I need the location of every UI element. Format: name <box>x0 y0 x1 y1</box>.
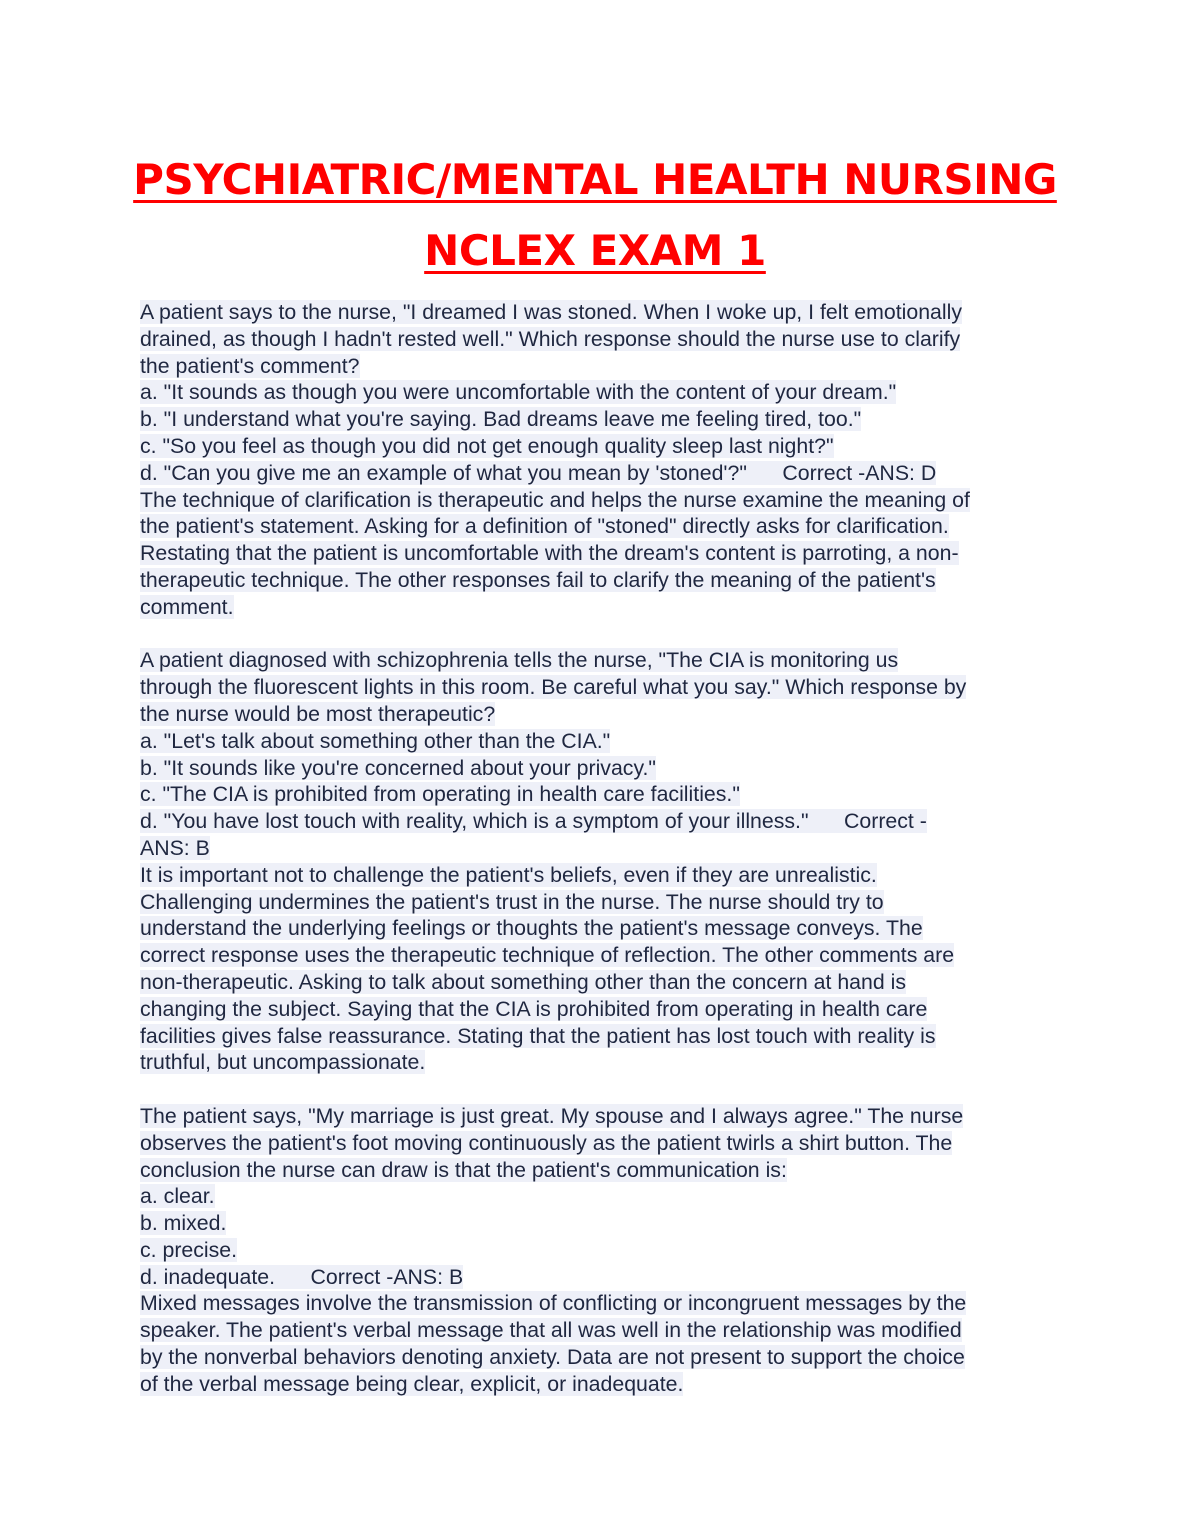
answer-option: b. mixed. <box>140 1211 227 1236</box>
rationale-line: of the verbal message being clear, explicit, or inadequate. <box>140 1371 684 1396</box>
rationale-line: non-therapeutic. Asking to talk about something other than the concern at hand is <box>140 969 907 994</box>
rationale-line: correct response uses the therapeutic technique of reflection. The other comments are <box>140 943 955 968</box>
rationale-line: The technique of clarification is therapeutic and helps the nurse examine the meaning of <box>140 487 970 512</box>
rationale-line: It is important not to challenge the patient's beliefs, even if they are unrealistic. <box>140 862 877 887</box>
answer-option: b. "I understand what you're saying. Bad dreams leave me feeling tired, too." <box>140 407 862 432</box>
rationale-line: speaker. The patient's verbal message that all was well in the relationship was modified <box>140 1318 962 1343</box>
rationale-line: comment. <box>140 594 234 619</box>
text-line: A patient says to the nurse, "I dreamed I was stoned. When I woke up, I felt emotionally <box>140 300 963 324</box>
answer-option: a. clear. <box>140 1184 215 1209</box>
document-body <box>140 299 1060 1398</box>
answer-option: c. "So you feel as though you did not get enough quality sleep last night?" <box>140 433 834 458</box>
rationale-line: therapeutic technique. The other responses fail to clarify the meaning of the patient's <box>140 567 936 592</box>
rationale-line: Mixed messages involve the transmission of conflicting or incongruent messages by the <box>140 1291 967 1316</box>
text-line: The patient says, "My marriage is just great. My spouse and I always agree." The nurse <box>140 1103 964 1128</box>
question-block-2 <box>140 647 1060 1076</box>
text-line: the nurse would be most therapeutic? <box>140 701 496 726</box>
text-line: conclusion the nurse can draw is that the patient's communication is: <box>140 1157 787 1182</box>
paragraph-gap <box>140 1076 1060 1103</box>
rationale-line: changing the subject. Saying that the CIA is prohibited from operating in health care <box>140 996 928 1021</box>
rationale-line: truthful, but uncompassionate. <box>140 1050 426 1075</box>
document-title-line-1: PSYCHIATRIC/MENTAL HEALTH NURSING <box>133 155 1057 204</box>
answer-option: a. "Let's talk about something other than the CIA." <box>140 728 611 753</box>
correct-answer: ANS: B <box>140 835 210 860</box>
answer-option: a. "It sounds as though you were uncomfortable with the content of your dream." <box>140 380 897 405</box>
answer-option-with-correct: d. inadequate. Correct -ANS: B <box>140 1264 464 1289</box>
text-line: the patient's comment? <box>140 353 360 378</box>
question-block-3 <box>140 1103 1060 1398</box>
text-line: observes the patient's foot moving continuously as the patient twirls a shirt button. The <box>140 1130 953 1155</box>
text-line: through the fluorescent lights in this room. Be careful what you say." Which response by <box>140 675 967 700</box>
rationale-line: Restating that the patient is uncomfortable with the dream's content is parroting, a non- <box>140 541 959 566</box>
document-title-line-2: NCLEX EXAM 1 <box>424 226 766 275</box>
rationale-line: understand the underlying feelings or thoughts the patient's message conveys. The <box>140 916 923 941</box>
text-line: drained, as though I hadn't rested well." Which response should the nurse use to clarify <box>140 326 961 351</box>
rationale-line: facilities gives false reassurance. Stating that the patient has lost touch with reality is <box>140 1023 936 1048</box>
question-block-1 <box>140 299 1060 621</box>
text-line: A patient diagnosed with schizophrenia tells the nurse, "The CIA is monitoring us <box>140 648 899 673</box>
rationale-line: by the nonverbal behaviors denoting anxiety. Data are not present to support the choice <box>140 1345 965 1370</box>
answer-option: c. "The CIA is prohibited from operating in health care facilities." <box>140 782 740 807</box>
answer-option: c. precise. <box>140 1237 238 1262</box>
answer-option-with-correct: d. "Can you give me an example of what you mean by 'stoned'?" Correct -ANS: D <box>140 460 937 485</box>
rationale-line: Challenging undermines the patient's trust in the nurse. The nurse should try to <box>140 889 884 914</box>
answer-option: b. "It sounds like you're concerned about your privacy." <box>140 755 656 780</box>
answer-option-with-correct: d. "You have lost touch with reality, which is a symptom of your illness." Correct - <box>140 809 927 834</box>
paragraph-gap <box>140 621 1060 648</box>
rationale-line: the patient's statement. Asking for a definition of "stoned" directly asks for clarification. <box>140 514 949 539</box>
